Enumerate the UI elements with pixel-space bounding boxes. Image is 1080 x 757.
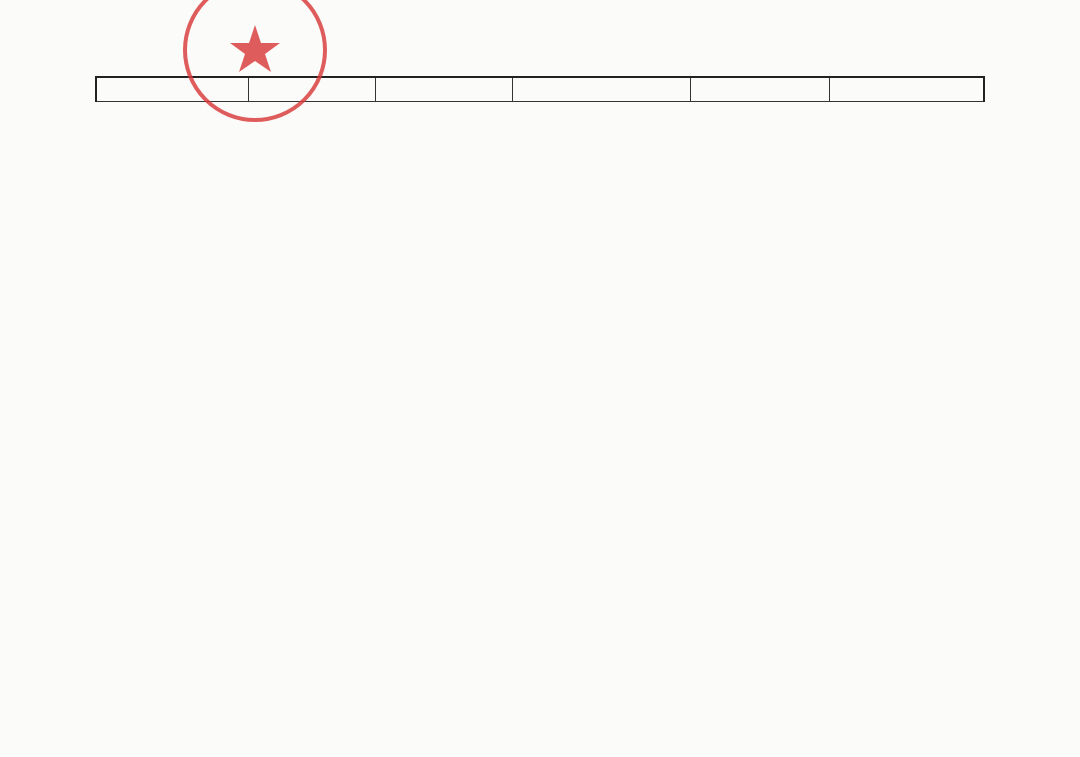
header-end — [375, 77, 512, 102]
official-seal — [180, 0, 330, 125]
header-liability — [512, 77, 690, 102]
star-icon — [230, 25, 280, 72]
header-end — [829, 77, 984, 102]
header-begin — [690, 77, 829, 102]
